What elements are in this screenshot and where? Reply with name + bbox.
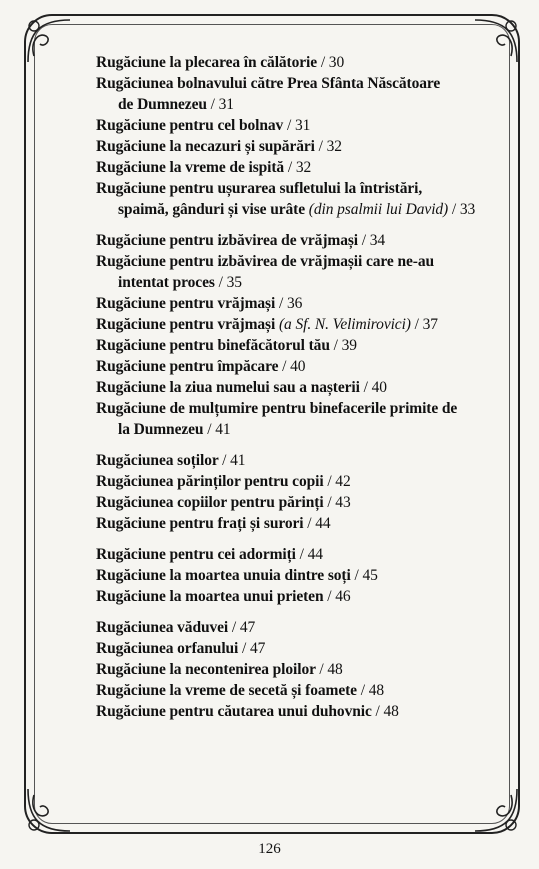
toc-entry: Rugăciune la vreme de secetă și foamete / 48 (96, 682, 385, 699)
toc-entry: Rugăciune pentru ușurarea sufletului la întristări, spaimă, gânduri și vise urâte (din psalmii lui David) / 33 (96, 180, 476, 218)
toc-entry: Rugăciune la moartea unuia dintre soți / 45 (96, 567, 378, 584)
toc-entry: Rugăciune la necontenirea ploilor / 48 (96, 661, 343, 678)
toc-entry: Rugăciune de mulțumire pentru binefacerile primite de la Dumnezeu / 41 (96, 400, 458, 438)
toc-entry: Rugăciune la necazuri și supărări / 32 (96, 138, 342, 155)
toc-entry: Rugăciunea văduvei / 47 (96, 619, 256, 636)
toc-entry: Rugăciunea soților / 41 (96, 452, 246, 469)
corner-ornament-icon (20, 12, 80, 72)
page-number: 126 (258, 841, 281, 857)
toc-entry: Rugăciune pentru vrăjmași / 36 (96, 295, 303, 312)
toc-entry: Rugăciune pentru căutarea unui duhovnic / 48 (96, 703, 399, 720)
toc-entry: Rugăciunea copiilor pentru părinți / 43 (96, 494, 351, 511)
toc-entry: Rugăciune la plecarea în călătorie / 30 (96, 54, 345, 71)
corner-ornament-icon (465, 779, 525, 839)
toc-entry: Rugăciune pentru izbăvirea de vrăjmașii care ne-au intentat proces / 35 (96, 253, 434, 291)
toc-entry: Rugăciune pentru cei adormiți / 44 (96, 546, 323, 563)
toc-entry: Rugăciune la moartea unui prieten / 46 (96, 588, 351, 605)
toc-entry: Rugăciunea bolnavului către Prea Sfânta Născătoare de Dumnezeu / 31 (96, 75, 441, 113)
corner-ornament-icon (20, 779, 80, 839)
toc-entry: Rugăciune la vreme de ispită / 32 (96, 159, 312, 176)
toc-entry: Rugăciune pentru izbăvirea de vrăjmași / 34 (96, 232, 386, 249)
toc-entry: Rugăciune pentru binefăcătorul tău / 39 (96, 337, 357, 354)
toc-entry: Rugăciune pentru cel bolnav / 31 (96, 117, 311, 134)
toc-entry: Rugăciune pentru împăcare / 40 (96, 358, 306, 375)
toc-entry: Rugăciune la ziua numelui sau a nașterii / 40 (96, 379, 387, 396)
table-of-contents (96, 52, 526, 722)
toc-entry: Rugăciune pentru vrăjmași (a Sf. N. Velimirovici) / 37 (96, 316, 438, 333)
toc-entry: Rugăciunea orfanului / 47 (96, 640, 266, 657)
toc-entry: Rugăciune pentru frați și surori / 44 (96, 515, 331, 532)
toc-entry: Rugăciunea părinților pentru copii / 42 (96, 473, 351, 490)
